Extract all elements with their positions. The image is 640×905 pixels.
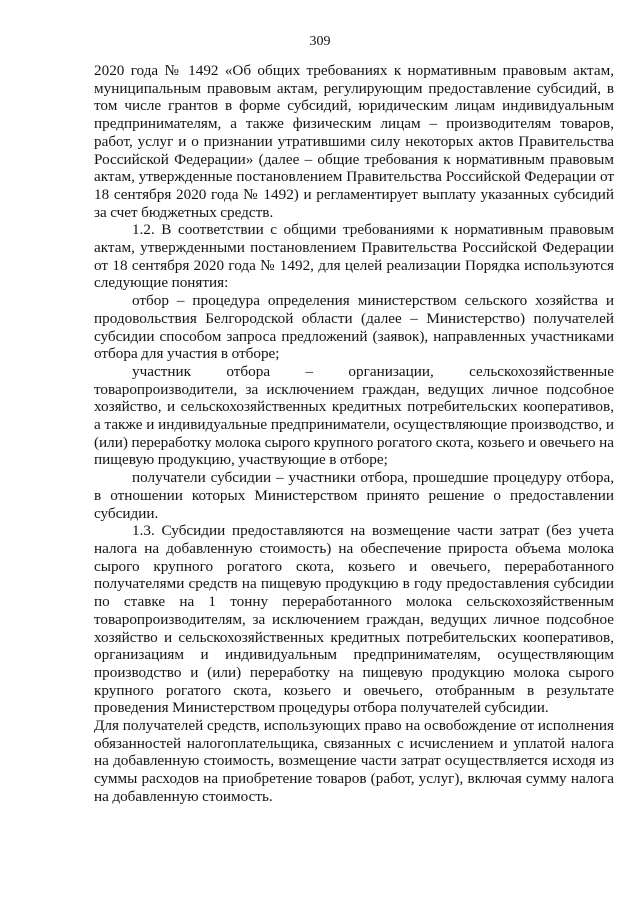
paragraph-1-3-subsidies: 1.3. Субсидии предоставляются на возмещение части затрат (без учета налога на добавленную стоимость) на обеспечение прироста объема молока сырого крупного рогатого скота, козьего и овечьего, переработанного получателями средств на пищевую продукцию в году предоставления субсидии по ставке на 1 тонну переработанного молока сельскохозяйственным товаропроизводителям, за исключением граждан, ведущих личное подсобное хозяйство и сельскохозяйственных кредитных потребительских кооперативов, организациям и индивидуальным предпринимателям, осуществляющим производство и (или) переработку на пищевую продукцию молока сырого крупного рогатого скота, козьего и овечьего, отобранным в результате проведения Министерством процедуры отбора получателей субсидии.: [94, 522, 614, 717]
paragraph-vat-exemption: Для получателей средств, использующих право на освобождение от исполнения обязанностей налогоплательщика, связанных с исчислением и уплатой налога на добавленную стоимость, возмещение части затрат осуществляется исходя из суммы расходов на приобретение товаров (работ, услуг), включая сумму налога на добавленную стоимость.: [94, 717, 614, 805]
paragraph-general-requirements-continuation: 2020 года № 1492 «Об общих требованиях к нормативным правовым актам, муниципальным правовым актам, регулирующим предоставление субсидий, в том числе грантов в форме субсидий, юридическим лицам индивидуальным предпринимателям, а также физическим лицам – производителям товаров, работ, услуг и о признании утратившими силу некоторых актов Правительства Российской Федерации» (далее – общие требования к нормативным правовым актам, утвержденные постановлением Правительства Российской Федерации от 18 сентября 2020 года № 1492) и регламентирует выплату указанных субсидий за счет бюджетных средств.: [94, 62, 614, 221]
paragraph-definition-recipients: получатели субсидии – участники отбора, прошедшие процедуру отбора, в отношении которых Министерством принято решение о предоставлении субсидии.: [94, 469, 614, 522]
paragraph-definition-participant: участник отбора – организации, сельскохозяйственные товаропроизводители, за исключением граждан, ведущих личное подсобное хозяйство, и сельскохозяйственных кредитных потребительских кооперативов, а также и индивидуальные предприниматели, осуществляющие производство, и (или) переработку молока сырого крупного рогатого скота, козьего и овечьего на пищевую продукцию, участвующие в отборе;: [94, 362, 614, 469]
document-body: [94, 62, 614, 806]
paragraph-1-2-definitions-intro: 1.2. В соответствии с общими требованиями к нормативным правовым актам, утвержденными постановлением Правительства Российской Федерации от 18 сентября 2020 года № 1492, для целей реализации Порядка используются следующие понятия:: [94, 221, 614, 292]
page-number: 309: [309, 34, 331, 49]
paragraph-definition-selection: отбор – процедура определения министерством сельского хозяйства и продовольствия Белгородской области (далее – Министерство) получателей субсидии способом запроса предложений (заявок), направленных участниками отбора для участия в отборе;: [94, 292, 614, 363]
